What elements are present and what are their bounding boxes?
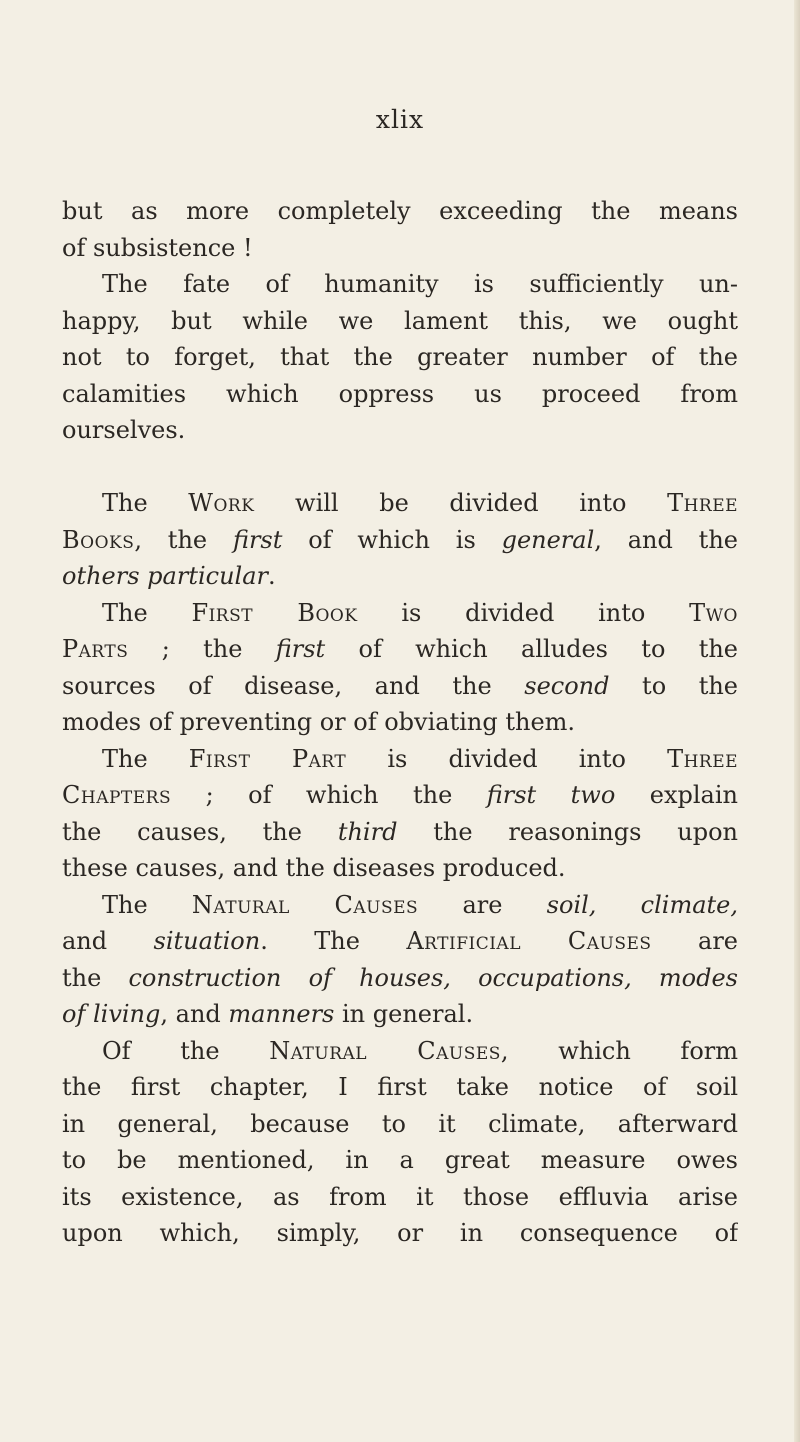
text-line — [62, 522, 738, 559]
text-run: The — [102, 744, 189, 773]
text-run: the causes, the — [62, 817, 338, 846]
text-line: to be mentioned, in a great measure owes — [62, 1146, 738, 1174]
small-caps-term: Books — [62, 525, 135, 554]
text-line — [62, 1033, 738, 1070]
paragraph-3 — [62, 485, 738, 595]
text-line: these causes, and the diseases produced. — [62, 854, 566, 882]
text-run: . The — [260, 927, 407, 955]
text-run: are — [651, 927, 738, 955]
text-run: explain — [615, 781, 738, 809]
text-line: happy, but while we lament this, we ought — [62, 306, 738, 335]
text-run: ; the — [128, 635, 276, 663]
text-run: will be divided into — [254, 489, 668, 517]
paragraph-4 — [62, 595, 738, 741]
text-run: the — [62, 963, 129, 992]
text-line: of subsistence ! — [62, 233, 253, 262]
small-caps-term: Natural Causes — [269, 1036, 501, 1065]
text-line: The fate of humanity is sufficiently un- — [102, 270, 738, 298]
italic-term: second — [524, 671, 610, 700]
text-line — [62, 631, 738, 668]
text-run: of which is — [282, 525, 502, 554]
italic-term: of living — [62, 1000, 161, 1028]
italic-term: first — [232, 525, 283, 554]
text-run: are — [418, 890, 547, 919]
text-run: , the — [134, 525, 233, 554]
italic-term: soil, climate, — [546, 890, 738, 919]
text-line — [62, 595, 738, 632]
text-line — [62, 777, 738, 814]
text-line: not to forget, that the greater number of the — [62, 343, 738, 371]
page-edge — [794, 0, 800, 1442]
paragraph-1 — [62, 193, 738, 266]
text-run: in general. — [334, 1000, 474, 1028]
text-run: The — [102, 489, 189, 517]
small-caps-term: Chapters — [62, 781, 172, 809]
text-run: Of the — [102, 1036, 270, 1065]
italic-term: manners — [228, 1000, 335, 1028]
text-run: , and the — [594, 525, 738, 554]
text-run: is divided into — [357, 598, 690, 627]
text-run: The — [102, 598, 192, 627]
text-line — [62, 558, 738, 595]
small-caps-term: Two — [689, 598, 738, 627]
body-text — [62, 193, 738, 1252]
text-line — [62, 814, 738, 851]
small-caps-term: Artificial Causes — [406, 927, 652, 955]
text-line: in general, because to it climate, afterward — [62, 1109, 738, 1138]
paragraph-gap — [62, 449, 738, 486]
text-line: the first chapter, I first take notice of soil — [62, 1073, 738, 1101]
text-line — [62, 996, 738, 1033]
text-run: is divided into — [346, 744, 668, 773]
italic-term: third — [337, 817, 398, 846]
italic-term: others particular — [62, 562, 268, 590]
text-line: modes of preventing or of obviating them. — [62, 708, 576, 736]
small-caps-term: Parts — [62, 635, 129, 663]
text-run: The — [102, 890, 192, 919]
text-run: the reasonings upon — [397, 817, 738, 846]
small-caps-term: Three — [667, 744, 738, 773]
text-run: , which form — [500, 1036, 738, 1065]
paragraph-2 — [62, 266, 738, 449]
text-line — [62, 887, 738, 924]
small-caps-term: Natural Causes — [191, 890, 419, 919]
small-caps-term: Three — [667, 489, 738, 517]
paragraph-7 — [62, 1033, 738, 1252]
paragraph-5 — [62, 741, 738, 887]
text-line: but as more completely exceeding the means — [62, 197, 738, 225]
paragraph-6 — [62, 887, 738, 1033]
text-line — [62, 668, 738, 705]
small-caps-term: First Book — [191, 598, 358, 627]
text-run: ; of which the — [171, 781, 487, 809]
small-caps-term: Work — [188, 489, 255, 517]
text-line: upon which, simply, or in consequence of — [62, 1219, 738, 1247]
text-line — [62, 923, 738, 960]
text-line — [62, 741, 738, 778]
text-run: sources of disease, and the — [62, 671, 525, 700]
text-run: of which alludes to the — [325, 635, 738, 663]
text-run: and — [62, 927, 154, 955]
italic-term: construction of houses, occupations, modes — [128, 963, 738, 992]
page-number: xlix — [375, 105, 425, 134]
text-run: to the — [609, 671, 738, 700]
italic-term: general — [501, 525, 595, 554]
text-line — [62, 960, 738, 997]
italic-term: first — [275, 635, 326, 663]
italic-term: situation — [153, 927, 261, 955]
text-run: . — [268, 562, 276, 590]
text-run: , and — [160, 1000, 229, 1028]
text-line — [62, 485, 738, 522]
small-caps-term: First Part — [188, 744, 347, 773]
text-line: its existence, as from it those effluvia arise — [62, 1182, 738, 1211]
text-line: ourselves. — [62, 416, 186, 444]
text-line: calamities which oppress us proceed from — [62, 379, 738, 408]
italic-term: first two — [486, 781, 616, 809]
